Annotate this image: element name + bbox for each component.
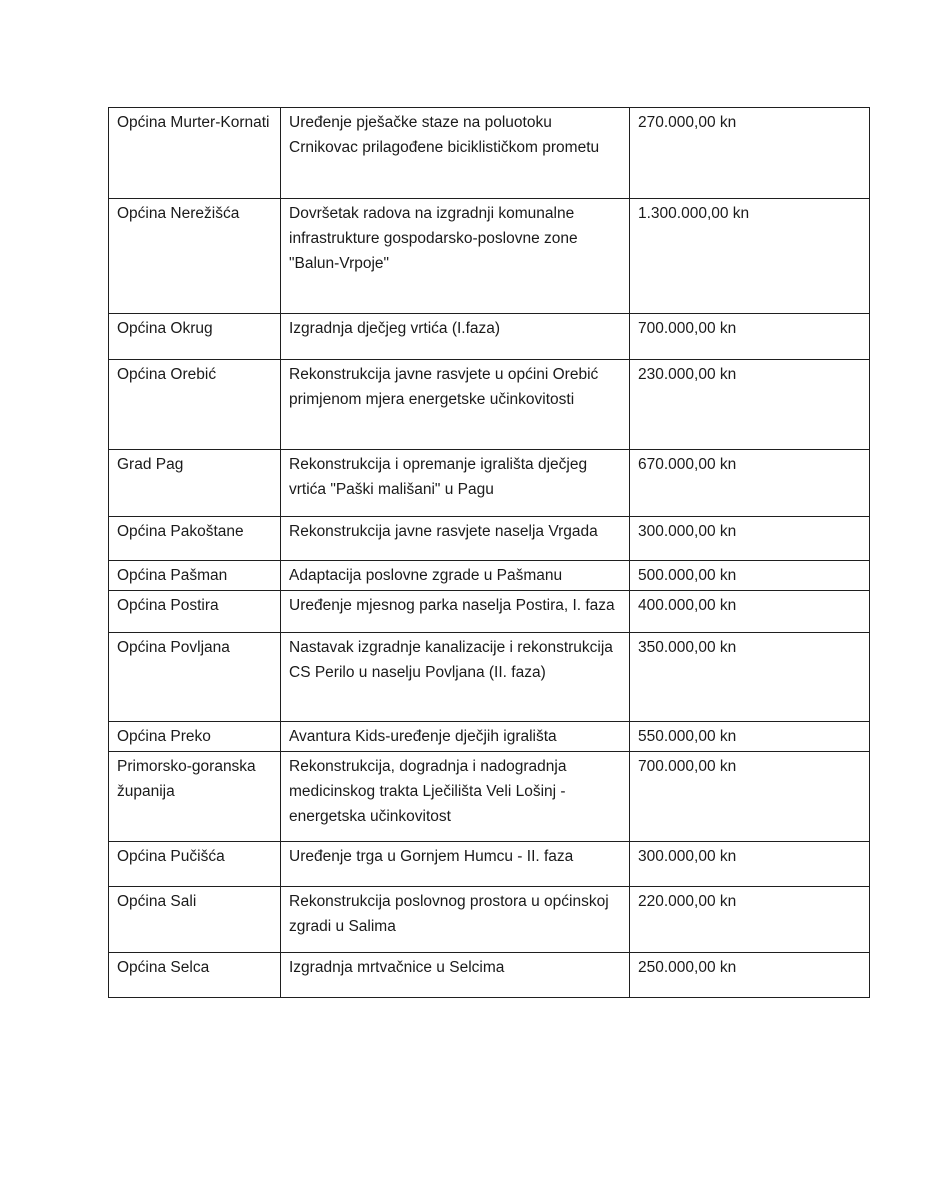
table-row bbox=[109, 450, 870, 517]
municipality-cell: Općina Okrug bbox=[109, 314, 281, 360]
amount-cell: 550.000,00 kn bbox=[630, 722, 870, 752]
table-row bbox=[109, 108, 870, 199]
amount-cell: 350.000,00 kn bbox=[630, 633, 870, 722]
project-cell: Rekonstrukcija poslovnog prostora u općinskoj zgradi u Salima bbox=[281, 887, 630, 953]
grant-allocation-table bbox=[108, 107, 870, 998]
table-row bbox=[109, 517, 870, 561]
amount-cell: 220.000,00 kn bbox=[630, 887, 870, 953]
project-cell: Izgradnja mrtvačnice u Selcima bbox=[281, 953, 630, 998]
project-cell: Rekonstrukcija javne rasvjete u općini Orebić primjenom mjera energetske učinkovitosti bbox=[281, 360, 630, 450]
amount-cell: 250.000,00 kn bbox=[630, 953, 870, 998]
table-row bbox=[109, 561, 870, 591]
project-cell: Nastavak izgradnje kanalizacije i rekonstrukcija CS Perilo u naselju Povljana (II. faza) bbox=[281, 633, 630, 722]
table-row bbox=[109, 752, 870, 842]
table-row bbox=[109, 314, 870, 360]
project-cell: Uređenje trga u Gornjem Humcu - II. faza bbox=[281, 842, 630, 887]
project-cell: Rekonstrukcija i opremanje igrališta dječjeg vrtića "Paški mališani" u Pagu bbox=[281, 450, 630, 517]
table-row bbox=[109, 633, 870, 722]
project-cell: Rekonstrukcija, dogradnja i nadogradnja medicinskog trakta Lječilišta Veli Lošinj - energetska učinkovitost bbox=[281, 752, 630, 842]
municipality-cell: Općina Pašman bbox=[109, 561, 281, 591]
table-row bbox=[109, 199, 870, 314]
table-row bbox=[109, 360, 870, 450]
amount-cell: 400.000,00 kn bbox=[630, 591, 870, 633]
municipality-cell: Općina Pučišća bbox=[109, 842, 281, 887]
municipality-cell: Općina Povljana bbox=[109, 633, 281, 722]
table-row bbox=[109, 591, 870, 633]
project-cell: Avantura Kids-uređenje dječjih igrališta bbox=[281, 722, 630, 752]
municipality-cell: Grad Pag bbox=[109, 450, 281, 517]
municipality-cell: Općina Murter-Kornati bbox=[109, 108, 281, 199]
amount-cell: 230.000,00 kn bbox=[630, 360, 870, 450]
amount-cell: 700.000,00 kn bbox=[630, 752, 870, 842]
project-cell: Uređenje pješačke staze na poluotoku Crnikovac prilagođene biciklističkom prometu bbox=[281, 108, 630, 199]
table-row bbox=[109, 953, 870, 998]
grant-table-body bbox=[109, 108, 870, 998]
amount-cell: 670.000,00 kn bbox=[630, 450, 870, 517]
table-row bbox=[109, 842, 870, 887]
municipality-cell: Primorsko-goranska županija bbox=[109, 752, 281, 842]
table-row bbox=[109, 722, 870, 752]
amount-cell: 270.000,00 kn bbox=[630, 108, 870, 199]
amount-cell: 500.000,00 kn bbox=[630, 561, 870, 591]
municipality-cell: Općina Selca bbox=[109, 953, 281, 998]
municipality-cell: Općina Pakoštane bbox=[109, 517, 281, 561]
amount-cell: 300.000,00 kn bbox=[630, 517, 870, 561]
municipality-cell: Općina Preko bbox=[109, 722, 281, 752]
amount-cell: 300.000,00 kn bbox=[630, 842, 870, 887]
amount-cell: 1.300.000,00 kn bbox=[630, 199, 870, 314]
project-cell: Dovršetak radova na izgradnji komunalne infrastrukture gospodarsko-poslovne zone "Balun-Vrpoje" bbox=[281, 199, 630, 314]
project-cell: Rekonstrukcija javne rasvjete naselja Vrgada bbox=[281, 517, 630, 561]
project-cell: Adaptacija poslovne zgrade u Pašmanu bbox=[281, 561, 630, 591]
municipality-cell: Općina Nerežišća bbox=[109, 199, 281, 314]
project-cell: Uređenje mjesnog parka naselja Postira, I. faza bbox=[281, 591, 630, 633]
table-row bbox=[109, 887, 870, 953]
municipality-cell: Općina Postira bbox=[109, 591, 281, 633]
project-cell: Izgradnja dječjeg vrtića (I.faza) bbox=[281, 314, 630, 360]
amount-cell: 700.000,00 kn bbox=[630, 314, 870, 360]
municipality-cell: Općina Sali bbox=[109, 887, 281, 953]
municipality-cell: Općina Orebić bbox=[109, 360, 281, 450]
